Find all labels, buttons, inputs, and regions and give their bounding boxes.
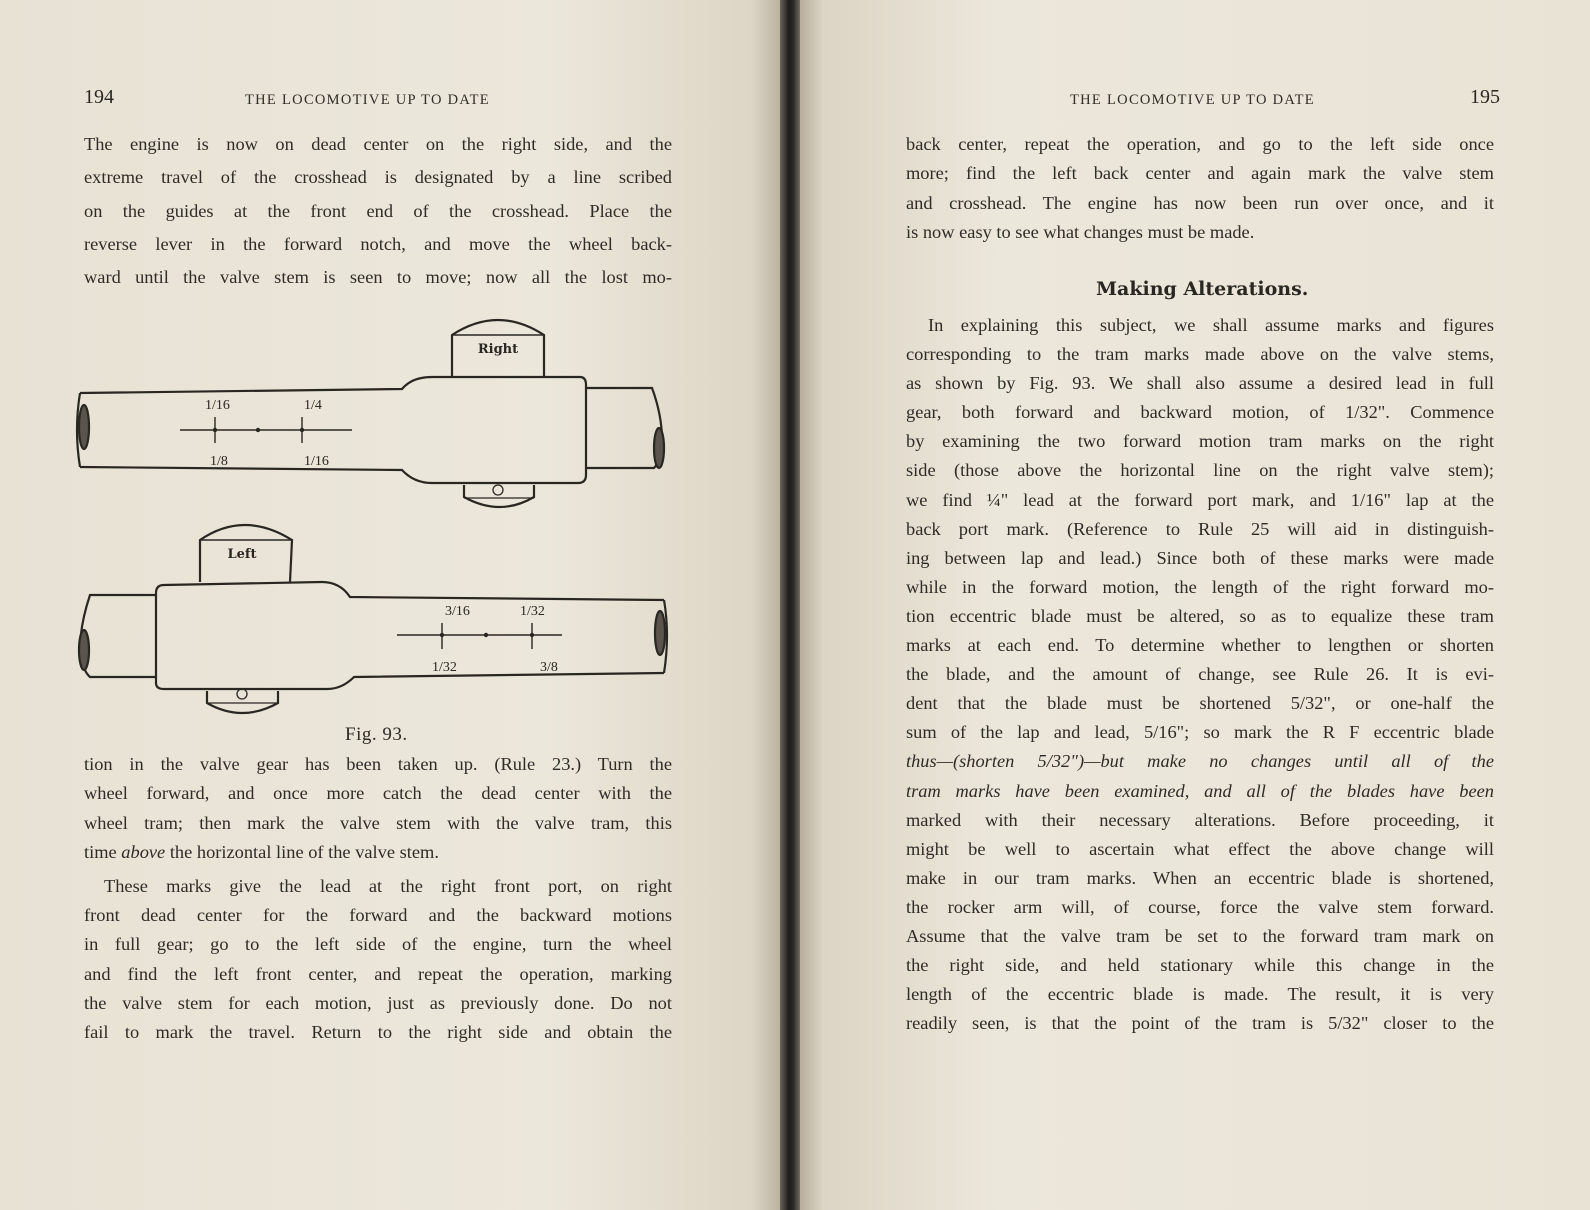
text-line: on the guides at the front end of the crosshead. Place the (84, 200, 672, 221)
text-line: is now easy to see what changes must be made. (906, 221, 1255, 242)
text-line: gear, both forward and backward motion, of 1/32". Commence (906, 402, 1494, 423)
text-line: fail to mark the travel. Return to the right side and obtain the (84, 1021, 672, 1042)
text-line: wheel tram; then mark the valve stem with the valve tram, this (84, 812, 672, 833)
figure-caption-number: 93. (382, 724, 408, 745)
text-line: by examining the two forward motion tram marks on the right (906, 431, 1494, 452)
text-line: length of the eccentric blade is made. The result, it is very (906, 984, 1494, 1005)
text-line-italic: tram marks have been examined, and all of the blades have been (906, 780, 1494, 801)
text-line: reverse lever in the forward notch, and move the wheel back- (84, 233, 672, 254)
bottom-mark-below-1: 1/32 (432, 660, 457, 675)
text-line: back port mark. (Reference to Rule 25 will aid in distinguish- (906, 518, 1494, 539)
text-line: side (those above the horizontal line on the right valve stem); (906, 460, 1494, 481)
left-paragraph-2 (84, 750, 672, 867)
top-mark-above-2: 1/4 (304, 398, 322, 413)
right-running-head: THE LOCOMOTIVE UP TO DATE (1070, 92, 1315, 108)
text-line: corresponding to the tram marks made above on the valve stems, (906, 344, 1494, 365)
text-line: the blade, and the amount of change, see Rule 26. It is evi- (906, 664, 1494, 685)
text-line: front dead center for the forward and the backward motions (84, 905, 672, 926)
text-line: make in our tram marks. When an eccentric blade is shortened, (906, 867, 1494, 888)
text-line: tion in the valve gear has been taken up. (Rule 23.) Turn the (84, 754, 672, 774)
figure-caption (345, 724, 408, 746)
text-line: marks at each end. To determine whether to lengthen or shorten (906, 635, 1494, 656)
top-mark-below-2: 1/16 (304, 454, 329, 469)
right-page-number: 195 (1470, 86, 1500, 108)
text-line: readily seen, is that the point of the tram is 5/32" closer to the (906, 1013, 1494, 1034)
left-paragraph-1 (84, 130, 672, 296)
right-paragraph-1 (906, 130, 1494, 247)
text-line: marked with their necessary alterations. Before proceeding, it (906, 809, 1494, 830)
text-line: while in the forward motion, the length of the right forward mo- (906, 576, 1494, 597)
text-line: and find the left front center, and repeat the operation, marking (84, 963, 672, 984)
text-line: ward until the valve stem is seen to move; now all the lost mo- (84, 267, 672, 288)
emphasis-above: above (121, 841, 166, 862)
text-line: dent that the blade must be shortened 5/32", or one-half the (906, 693, 1494, 714)
text-line: the rocker arm will, of course, force the valve stem forward. (906, 896, 1494, 917)
text-line-italic: thus—(shorten 5/32")—but make no changes until all of the (906, 751, 1494, 772)
top-mark-below-1: 1/8 (210, 454, 228, 469)
left-page-number: 194 (84, 86, 114, 108)
right-paragraph-2 (906, 311, 1494, 1038)
text-line: ing between lap and lead.) Since both of these marks were made (906, 547, 1494, 568)
text-line: the right side, and held stationary while this change in the (906, 955, 1494, 976)
left-paragraph-3 (84, 872, 672, 1047)
left-running-head: THE LOCOMOTIVE UP TO DATE (245, 92, 490, 108)
figure-caption-prefix: Fig. (345, 724, 378, 745)
left-box-label: Left (227, 547, 257, 562)
text-line-with-emphasis: time above the horizontal line of the valve stem. (84, 841, 439, 862)
text-line: Assume that the valve tram be set to the forward tram mark on (906, 925, 1494, 946)
figure-93-valve-stem-diagram (72, 305, 672, 725)
top-mark-above-1: 1/16 (205, 398, 230, 413)
text-line: sum of the lap and lead, 5/16"; so mark the R F eccentric blade (906, 722, 1494, 743)
text-line: tion eccentric blade must be altered, so as to equalize these tram (906, 605, 1494, 626)
text-line: back center, repeat the operation, and go to the left side once (906, 134, 1494, 154)
right-box-label: Right (477, 342, 519, 357)
text-line: In explaining this subject, we shall assume marks and figures (928, 315, 1494, 335)
text-line: we find ¼" lead at the forward port mark, and 1/16" lap at the (906, 489, 1494, 510)
bottom-mark-above-2: 1/32 (520, 604, 545, 619)
text-line: more; find the left back center and again mark the valve stem (906, 163, 1494, 184)
text-line: the valve stem for each motion, just as previously done. Do not (84, 992, 672, 1013)
bottom-mark-below-2: 3/8 (540, 660, 558, 675)
text-line: wheel forward, and once more catch the dead center with the (84, 783, 672, 804)
left-lower-box (207, 691, 278, 713)
text-line: and crosshead. The engine has now been run over once, and it (906, 192, 1494, 213)
text-line: extreme travel of the crosshead is designated by a line scribed (84, 167, 672, 188)
section-heading: Making Alterations. (1096, 278, 1309, 300)
text-line: These marks give the lead at the right front port, on right (104, 876, 672, 896)
text-line: in full gear; go to the left side of the engine, turn the wheel (84, 934, 672, 955)
text-line: as shown by Fig. 93. We shall also assume a desired lead in full (906, 373, 1494, 394)
text-line: The engine is now on dead center on the right side, and the (84, 134, 672, 154)
text-line: might be well to ascertain what effect the above change will (906, 838, 1494, 859)
right-lower-box (464, 485, 534, 507)
bottom-mark-above-1: 3/16 (445, 604, 470, 619)
book-gutter (780, 0, 802, 1210)
